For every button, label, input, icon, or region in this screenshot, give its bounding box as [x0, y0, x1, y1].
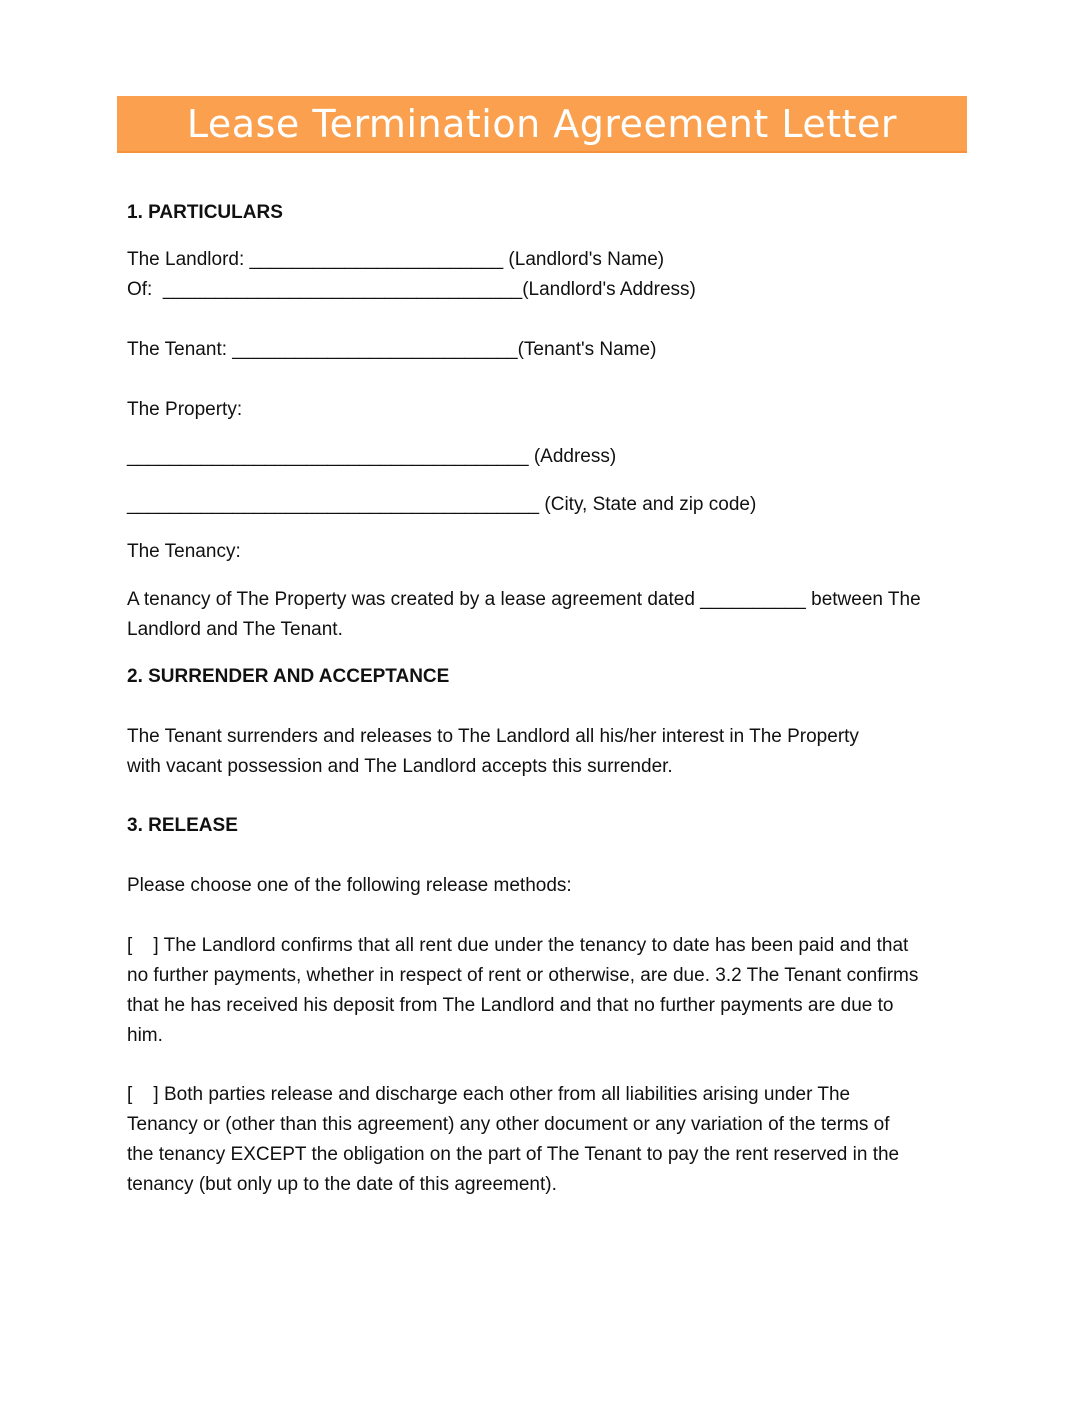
release-option-2-text: Both parties release and discharge each other from all liabilities arising under The Tenancy or (other than this agreement) any other document or any variation of the terms of the tenancy EXCEPT the obligation on the part of The Tenant to pay the rent reserved in the tenancy (but only up to the date of this agreement).: [127, 1084, 900, 1195]
landlord-address-blank[interactable]: __________________________________: [162, 279, 523, 300]
release-option-2: [127, 1080, 917, 1200]
surrender-heading: 2. SURRENDER AND ACCEPTANCE: [127, 666, 450, 687]
release-intro: Please choose one of the following release methods:: [127, 875, 572, 896]
property-label: The Property:: [127, 399, 243, 420]
landlord-row: [127, 245, 664, 275]
landlord-label: The Landlord:: [127, 249, 245, 270]
surrender-paragraph: The Tenant surrenders and releases to The Landlord all his/her interest in The Property with vacant possession and The Landlord accepts this surrender.: [127, 726, 859, 777]
property-address-hint: (Address): [533, 446, 617, 467]
property-city-row: [127, 490, 756, 520]
release-option-1-checkbox[interactable]: [ ]: [127, 935, 159, 956]
particulars-heading: 1. PARTICULARS: [127, 202, 283, 223]
tenancy-text-start: A tenancy of The Property was created by a lease agreement dated: [127, 589, 695, 610]
property-address-row: [127, 442, 616, 472]
tenant-row: [127, 335, 656, 365]
tenancy-label: The Tenancy:: [127, 541, 241, 562]
title-banner: [117, 96, 967, 153]
landlord-address-row: [127, 275, 696, 305]
property-address-blank[interactable]: ______________________________________: [127, 446, 529, 467]
landlord-name-blank[interactable]: ________________________: [249, 249, 504, 270]
landlord-address-hint: (Landlord's Address): [522, 279, 696, 300]
release-heading: 3. RELEASE: [127, 815, 238, 836]
lease-date-blank[interactable]: __________: [700, 589, 806, 610]
property-city-blank[interactable]: _______________________________________: [127, 494, 540, 515]
tenant-name-blank[interactable]: ___________________________: [232, 339, 518, 360]
landlord-name-hint: (Landlord's Name): [508, 249, 665, 270]
of-label: Of:: [127, 279, 153, 300]
release-option-1-text: The Landlord confirms that all rent due under the tenancy to date has been paid and that no further payments, whether in respect of rent or otherwise, are due. 3.2 The Tenant confirms that he has received his deposit from The Landlord and that no further payments are due to him.: [127, 935, 919, 1046]
property-city-hint: (City, State and zip code): [544, 494, 757, 515]
release-option-2-checkbox[interactable]: [ ]: [127, 1084, 159, 1105]
tenancy-text-end: between The Landlord and The Tenant.: [127, 589, 921, 640]
tenant-label: The Tenant:: [127, 339, 228, 360]
tenancy-paragraph: [127, 585, 942, 645]
tenant-name-hint: (Tenant's Name): [517, 339, 657, 360]
document-title: Lease Termination Agreement Letter: [186, 101, 898, 146]
release-option-1: [127, 931, 927, 1051]
